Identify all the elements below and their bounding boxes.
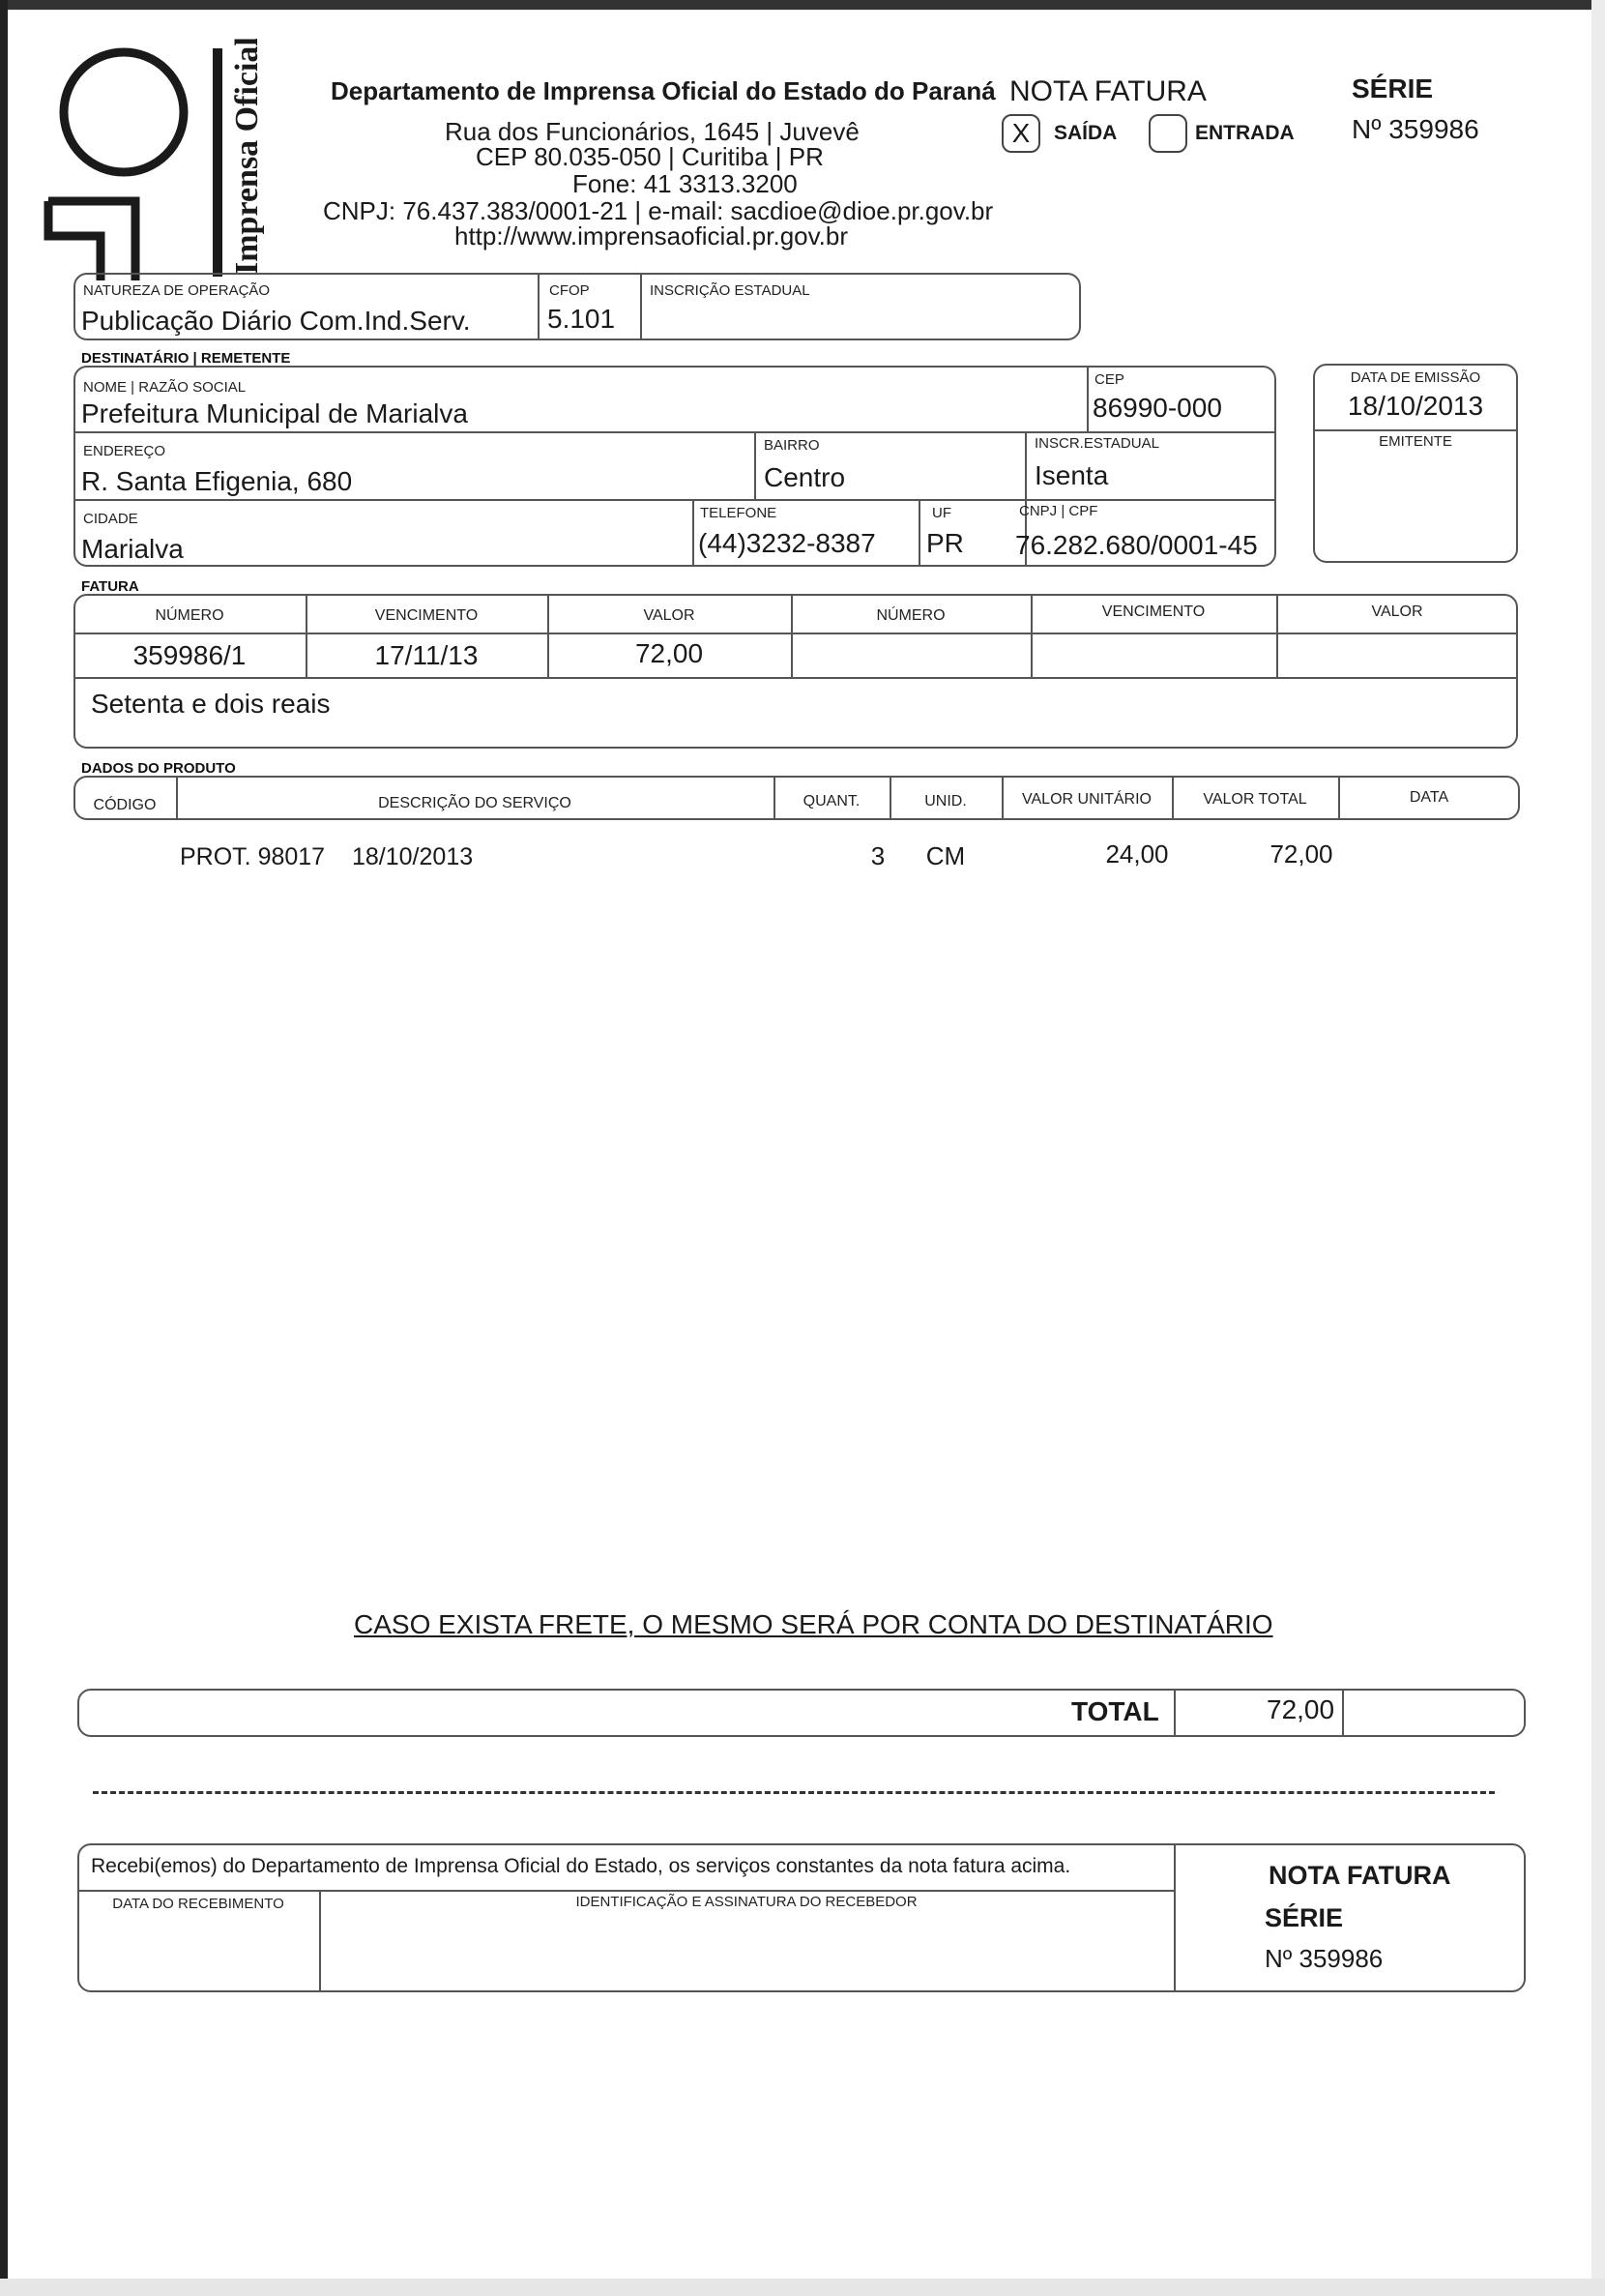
receipt-statement: Recebi(emos) do Departamento de Imprensa Oficial do Estado, os serviços constantes da nota fatura acima. — [91, 1855, 1071, 1877]
fatura-valor-value: 72,00 — [634, 638, 704, 668]
nota-fatura-title: NOTA FATURA — [1009, 75, 1207, 107]
bairro-label: BAIRRO — [764, 437, 820, 454]
produto-header-valor-unitario: VALOR UNITÁRIO — [1022, 791, 1152, 808]
natureza-label: NATUREZA DE OPERAÇÃO — [83, 282, 271, 299]
produto-header-unid: UNID. — [924, 793, 967, 809]
nota-number: Nº 359986 — [1352, 114, 1479, 144]
fatura-header-numero-1: NÚMERO — [155, 607, 224, 624]
cidade-value: Marialva — [81, 534, 184, 564]
produto-header-descricao: DESCRIÇÃO DO SERVIÇO — [378, 795, 571, 811]
receipt-nota-title: NOTA FATURA — [1269, 1861, 1451, 1890]
uf-label: UF — [932, 505, 951, 521]
logo-text: Imprensa Oficial — [229, 39, 265, 275]
produto-item-unid: CM — [925, 841, 966, 870]
department-cep-city: CEP 80.035-050 | Curitiba | PR — [476, 142, 824, 171]
department-phone: Fone: 41 3313.3200 — [572, 169, 798, 198]
cnpj-cpf-label: CNPJ | CPF — [1019, 503, 1098, 519]
nome-label: NOME | RAZÃO SOCIAL — [83, 379, 247, 396]
produto-item-valor-total: 72,00 — [1269, 839, 1333, 868]
produto-header-valor-total: VALOR TOTAL — [1203, 791, 1307, 808]
fatura-header-valor-1: VALOR — [643, 607, 695, 624]
cnpj-cpf-value: 76.282.680/0001-45 — [1015, 530, 1258, 560]
cfop-label: CFOP — [549, 282, 590, 299]
total-label: TOTAL — [1071, 1696, 1159, 1726]
imprensa-oficial-logo — [39, 39, 271, 280]
fatura-header-valor-2: VALOR — [1371, 603, 1423, 620]
inscr-estadual-value: Isenta — [1035, 460, 1109, 490]
receipt-serie-label: SÉRIE — [1265, 1903, 1344, 1932]
saida-label: SAÍDA — [1054, 122, 1118, 144]
entrada-checkbox[interactable] — [1149, 114, 1187, 153]
department-website: http://www.imprensaoficial.pr.gov.br — [454, 221, 849, 250]
saida-checkbox[interactable]: X — [1002, 114, 1040, 153]
department-address: Rua dos Funcionários, 1645 | Juvevê — [445, 117, 860, 146]
fatura-vencimento-value: 17/11/13 — [374, 640, 479, 670]
bairro-value: Centro — [764, 462, 846, 492]
department-cnpj-email: CNPJ: 76.437.383/0001-21 | e-mail: sacdioe@dioe.pr.gov.br — [323, 196, 994, 225]
telefone-value: (44)3232-8387 — [698, 528, 876, 558]
uf-value: PR — [926, 528, 964, 558]
destinatario-section-title: DESTINATÁRIO | REMETENTE — [81, 350, 291, 367]
fatura-numero-value: 359986/1 — [132, 640, 247, 670]
fatura-section-title: FATURA — [81, 578, 139, 595]
logo-mark-icon — [39, 39, 271, 280]
data-emissao-label: DATA DE EMISSÃO — [1350, 369, 1481, 386]
produto-item-data: 18/10/2013 — [352, 843, 474, 870]
emitente-label: EMITENTE — [1379, 433, 1452, 450]
scan-top-edge — [0, 0, 1605, 10]
scan-left-edge — [0, 0, 8, 2296]
receipt-nota-number: Nº 359986 — [1265, 1944, 1384, 1973]
produto-header-data: DATA — [1409, 789, 1449, 806]
nome-value: Prefeitura Municipal de Marialva — [81, 398, 468, 428]
inscr-estadual-label: INSCR.ESTADUAL — [1035, 435, 1159, 452]
produto-item-descricao: PROT. 98017 — [180, 843, 326, 870]
natureza-value: Publicação Diário Com.Ind.Serv. — [81, 306, 471, 336]
assinatura-recebedor-label: IDENTIFICAÇÃO E ASSINATURA DO RECEBEDOR — [575, 1894, 918, 1910]
total-value: 72,00 — [1267, 1694, 1335, 1724]
cep-value: 86990-000 — [1093, 393, 1222, 423]
produto-item-quant: 3 — [870, 841, 886, 870]
fatura-valor-extenso: Setenta e dois reais — [91, 689, 331, 719]
data-recebimento-label: DATA DO RECEBIMENTO — [112, 1896, 284, 1912]
produto-header-quant: QUANT. — [802, 793, 861, 809]
entrada-label: ENTRADA — [1195, 122, 1295, 144]
telefone-label: TELEFONE — [700, 505, 777, 521]
cfop-value: 5.101 — [547, 304, 616, 334]
frete-notice: CASO EXISTA FRETE, O MESMO SERÁ POR CONTA DO DESTINATÁRIO — [354, 1609, 1273, 1639]
produto-section-title: DADOS DO PRODUTO — [81, 760, 236, 777]
endereco-label: ENDEREÇO — [83, 443, 166, 459]
data-emissao-value: 18/10/2013 — [1347, 391, 1484, 421]
produto-item-valor-unitario: 24,00 — [1105, 839, 1169, 868]
produto-header-codigo: CÓDIGO — [93, 797, 157, 813]
fatura-header-vencimento-2: VENCIMENTO — [1101, 603, 1206, 620]
inscricao-estadual-label: INSCRIÇÃO ESTADUAL — [650, 282, 810, 299]
serie-label: SÉRIE — [1352, 74, 1434, 103]
department-name: Departamento de Imprensa Oficial do Estado do Paraná — [331, 76, 996, 105]
fatura-header-vencimento-1: VENCIMENTO — [374, 607, 479, 624]
cidade-label: CIDADE — [83, 511, 138, 527]
cut-line-divider — [93, 1791, 1495, 1794]
endereco-value: R. Santa Efigenia, 680 — [81, 466, 353, 496]
scan-right-edge — [1591, 0, 1605, 2296]
fatura-header-numero-2: NÚMERO — [876, 607, 946, 624]
cep-label: CEP — [1094, 371, 1124, 388]
scan-bottom-edge — [0, 2279, 1605, 2296]
